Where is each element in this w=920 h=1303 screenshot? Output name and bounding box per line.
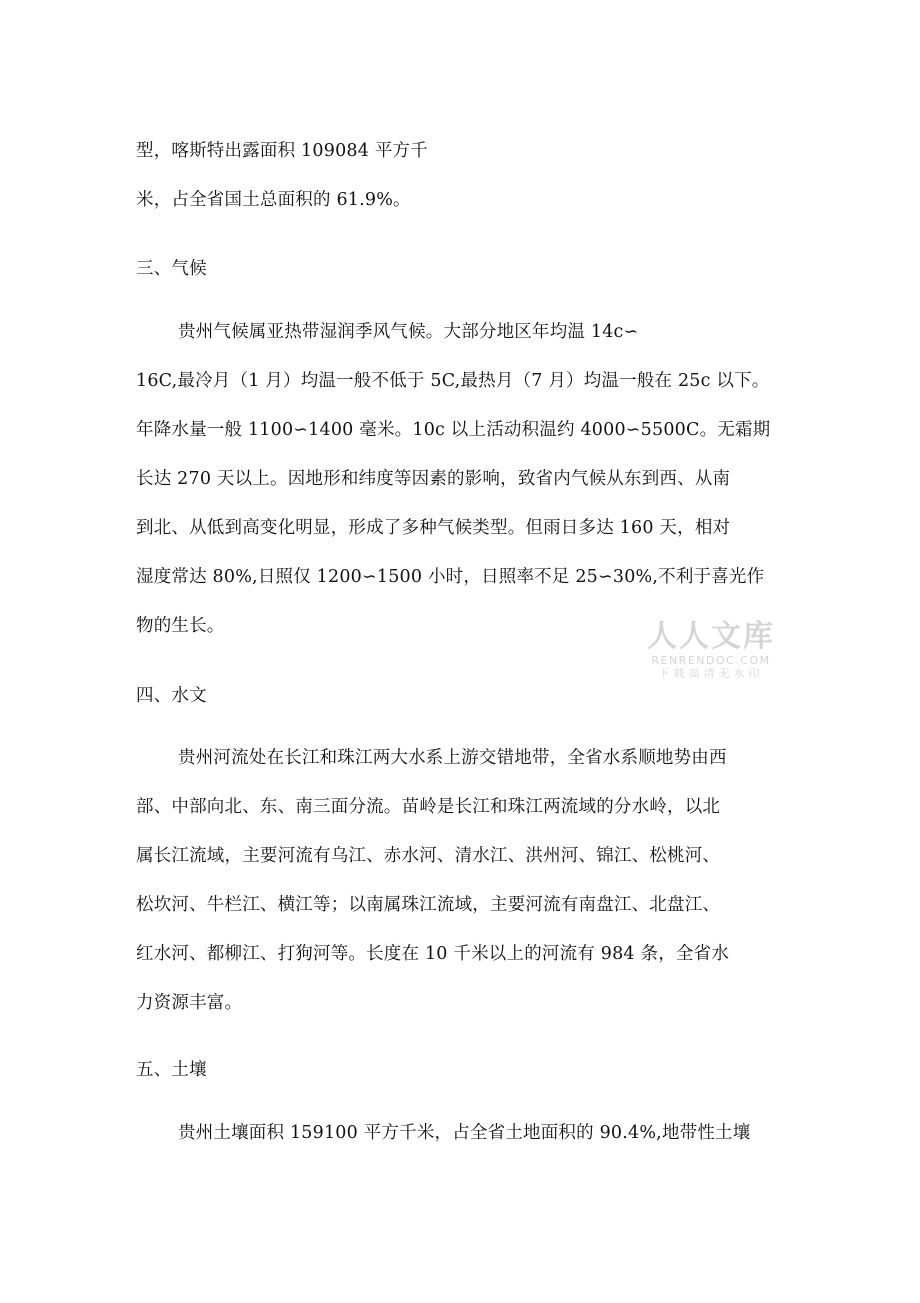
text-line: 物的生长。 [136,616,225,636]
watermark-logo [646,620,776,680]
text-line: 16C,最冷月（1 月）均温一般不低于 5C,最热月（7 月）均温一般在 25c 以下。 [136,371,770,391]
text-line: 贵州土壤面积 159100 平方千米，占全省土地面积的 90.4%,地带性土壤 [178,1123,751,1143]
section-heading-hydrology: 四、水文 [136,686,207,706]
text-line: 贵州河流处在长江和珠江两大水系上游交错地带，全省水系顺地势由西 [178,748,727,768]
text-line: 米，占全省国土总面积的 61.9%。 [136,190,411,210]
text-line: 力资源丰富。 [136,993,243,1013]
text-line: 型，喀斯特出露面积 109084 平方千 [136,141,428,161]
section-heading-soil: 五、土壤 [136,1060,207,1080]
text-line: 湿度常达 80%,日照仅 1200∽1500 小时，日照率不足 25∽30%,不利于喜光作 [136,567,765,587]
watermark-tagline: 下载高清无水印 [658,667,764,680]
text-line: 到北、从低到高变化明显，形成了多种气候类型。但雨日多达 160 天，相对 [136,518,731,538]
text-line: 长达 270 天以上。因地形和纬度等因素的影响，致省内气候从东到西、从南 [136,469,731,489]
text-line: 贵州气候属亚热带湿润季风气候。大部分地区年均温 14c∽ [178,322,639,342]
section-heading-climate: 三、气候 [136,259,207,279]
text-line: 部、中部向北、东、南三面分流。苗岭是长江和珠江两流域的分水岭，以北 [136,797,721,817]
text-line: 松坎河、牛栏江、横江等；以南属珠江流域，主要河流有南盘江、北盘江、 [136,895,721,915]
text-line: 年降水量一般 1100∽1400 毫米。10c 以上活动积温约 4000∽5500C。无霜期 [136,420,771,440]
watermark-title: 人人文库 [647,619,775,654]
text-line: 属长江流域，主要河流有乌江、赤水河、清水江、洪州河、锦江、松桃河、 [136,846,721,866]
watermark-domain: RENRENDOC.COM [651,654,771,667]
text-line: 红水河、都柳江、打狗河等。长度在 10 千米以上的河流有 984 条，全省水 [136,944,730,964]
